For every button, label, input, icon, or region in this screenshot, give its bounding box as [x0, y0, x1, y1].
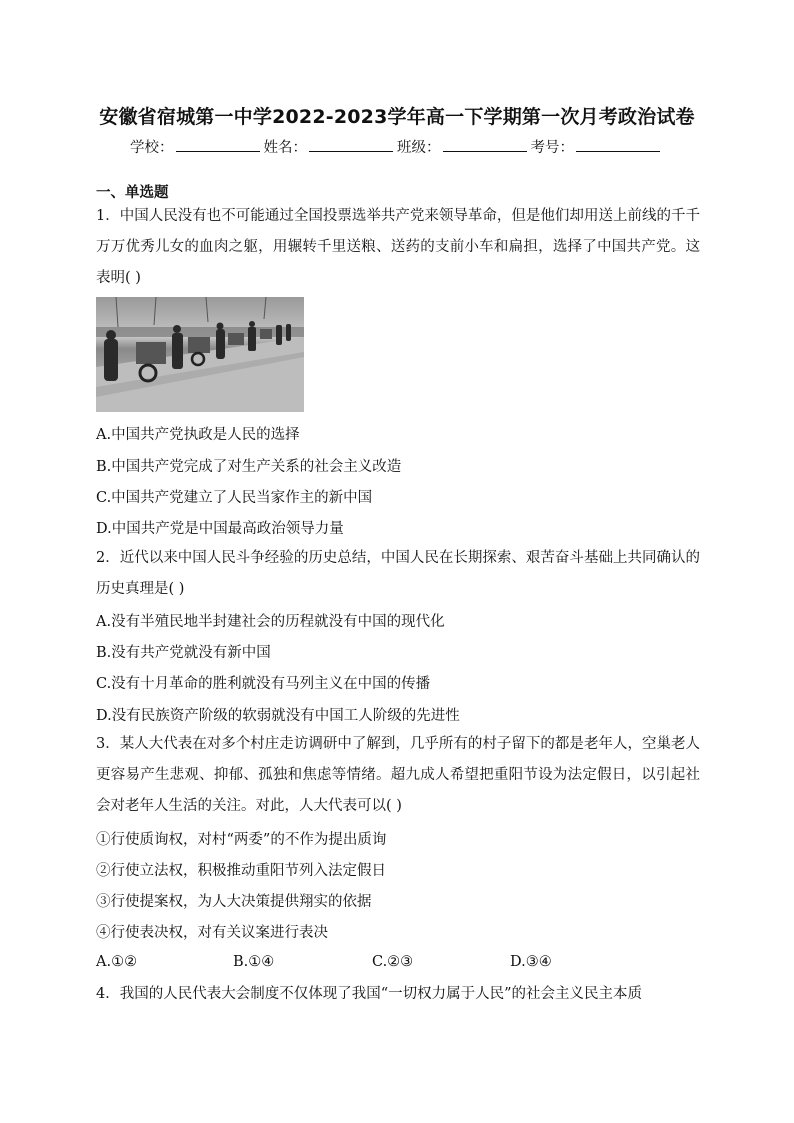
question-3-option-b: B.①④ [233, 954, 275, 970]
question-2-stem: 2．近代以来中国人民斗争经验的历史总结，中国人民在长期探索、艰苦奋斗基础上共同确认的历史真理是( ) [96, 550, 700, 597]
question-1-option-b: B.中国共产党完成了对生产关系的社会主义改造 [96, 459, 402, 475]
name-blank[interactable] [309, 139, 393, 152]
question-1-option-c: C.中国共产党建立了人民当家作主的新中国 [96, 490, 373, 506]
class-blank[interactable] [443, 139, 527, 152]
question-3-statement-1: ①行使质询权，对村“两委”的不作为提出质询 [96, 832, 387, 848]
school-blank[interactable] [176, 139, 260, 152]
question-2-option-c: C.没有十月革命的胜利就没有马列主义在中国的传播 [96, 676, 431, 692]
question-3-stem: 3．某人大代表在对多个村庄走访调研中了解到，几乎所有的村子留下的都是老年人，空巢老人更容易产生悲观、抑郁、孤独和焦虑等情绪。超九成人希望把重阳节设为法定假日，以引起社会对老年人生活的关注。对此，人大代表可以( ) [96, 736, 700, 814]
question-2-option-b: B.没有共产党就没有新中国 [96, 645, 271, 661]
exam-title: 安徽省宿城第一中学2022-2023学年高一下学期第一次月考政治试卷 [99, 106, 695, 128]
question-3-option-a: A.①② [96, 954, 138, 970]
question-2-option-a: A.没有半殖民地半封建社会的历程就没有中国的现代化 [96, 614, 445, 630]
question-3-option-c: C.②③ [372, 954, 414, 970]
question-4-stem: 4．我国的人民代表大会制度不仅体现了我国“一切权力属于人民”的社会主义民主本质 [96, 986, 643, 1002]
question-1-stem: 1．中国人民没有也不可能通过全国投票选举共产党来领导革命，但是他们却用送上前线的千千万万优秀儿女的血肉之躯，用辗转千里送粮、送药的支前小车和扁担，选择了中国共产党。这表明( ) [96, 208, 700, 286]
question-3-option-d: D.③④ [510, 954, 552, 970]
question-1-option-a: A.中国共产党执政是人民的选择 [96, 427, 300, 443]
question-3-statement-4: ④行使表决权，对有关议案进行表决 [96, 925, 328, 941]
section-heading: 一、单选题 [96, 185, 169, 201]
question-3-statement-3: ③行使提案权，为人大决策提供翔实的依据 [96, 894, 372, 910]
class-label: 班级： [397, 140, 441, 156]
historical-photo [96, 297, 304, 412]
name-label: 姓名： [263, 140, 307, 156]
question-1-option-d: D.中国共产党是中国最高政治领导力量 [96, 521, 344, 537]
student-info-line [0, 136, 794, 157]
number-label: 考号： [530, 140, 574, 156]
school-label: 学校： [130, 140, 174, 156]
question-2-option-d: D.没有民族资产阶级的软弱就没有中国工人阶级的先进性 [96, 708, 460, 724]
question-3-statement-2: ②行使立法权，积极推动重阳节列入法定假日 [96, 863, 386, 879]
number-blank[interactable] [576, 139, 660, 152]
wheelbarrow-photo-image [96, 297, 304, 412]
